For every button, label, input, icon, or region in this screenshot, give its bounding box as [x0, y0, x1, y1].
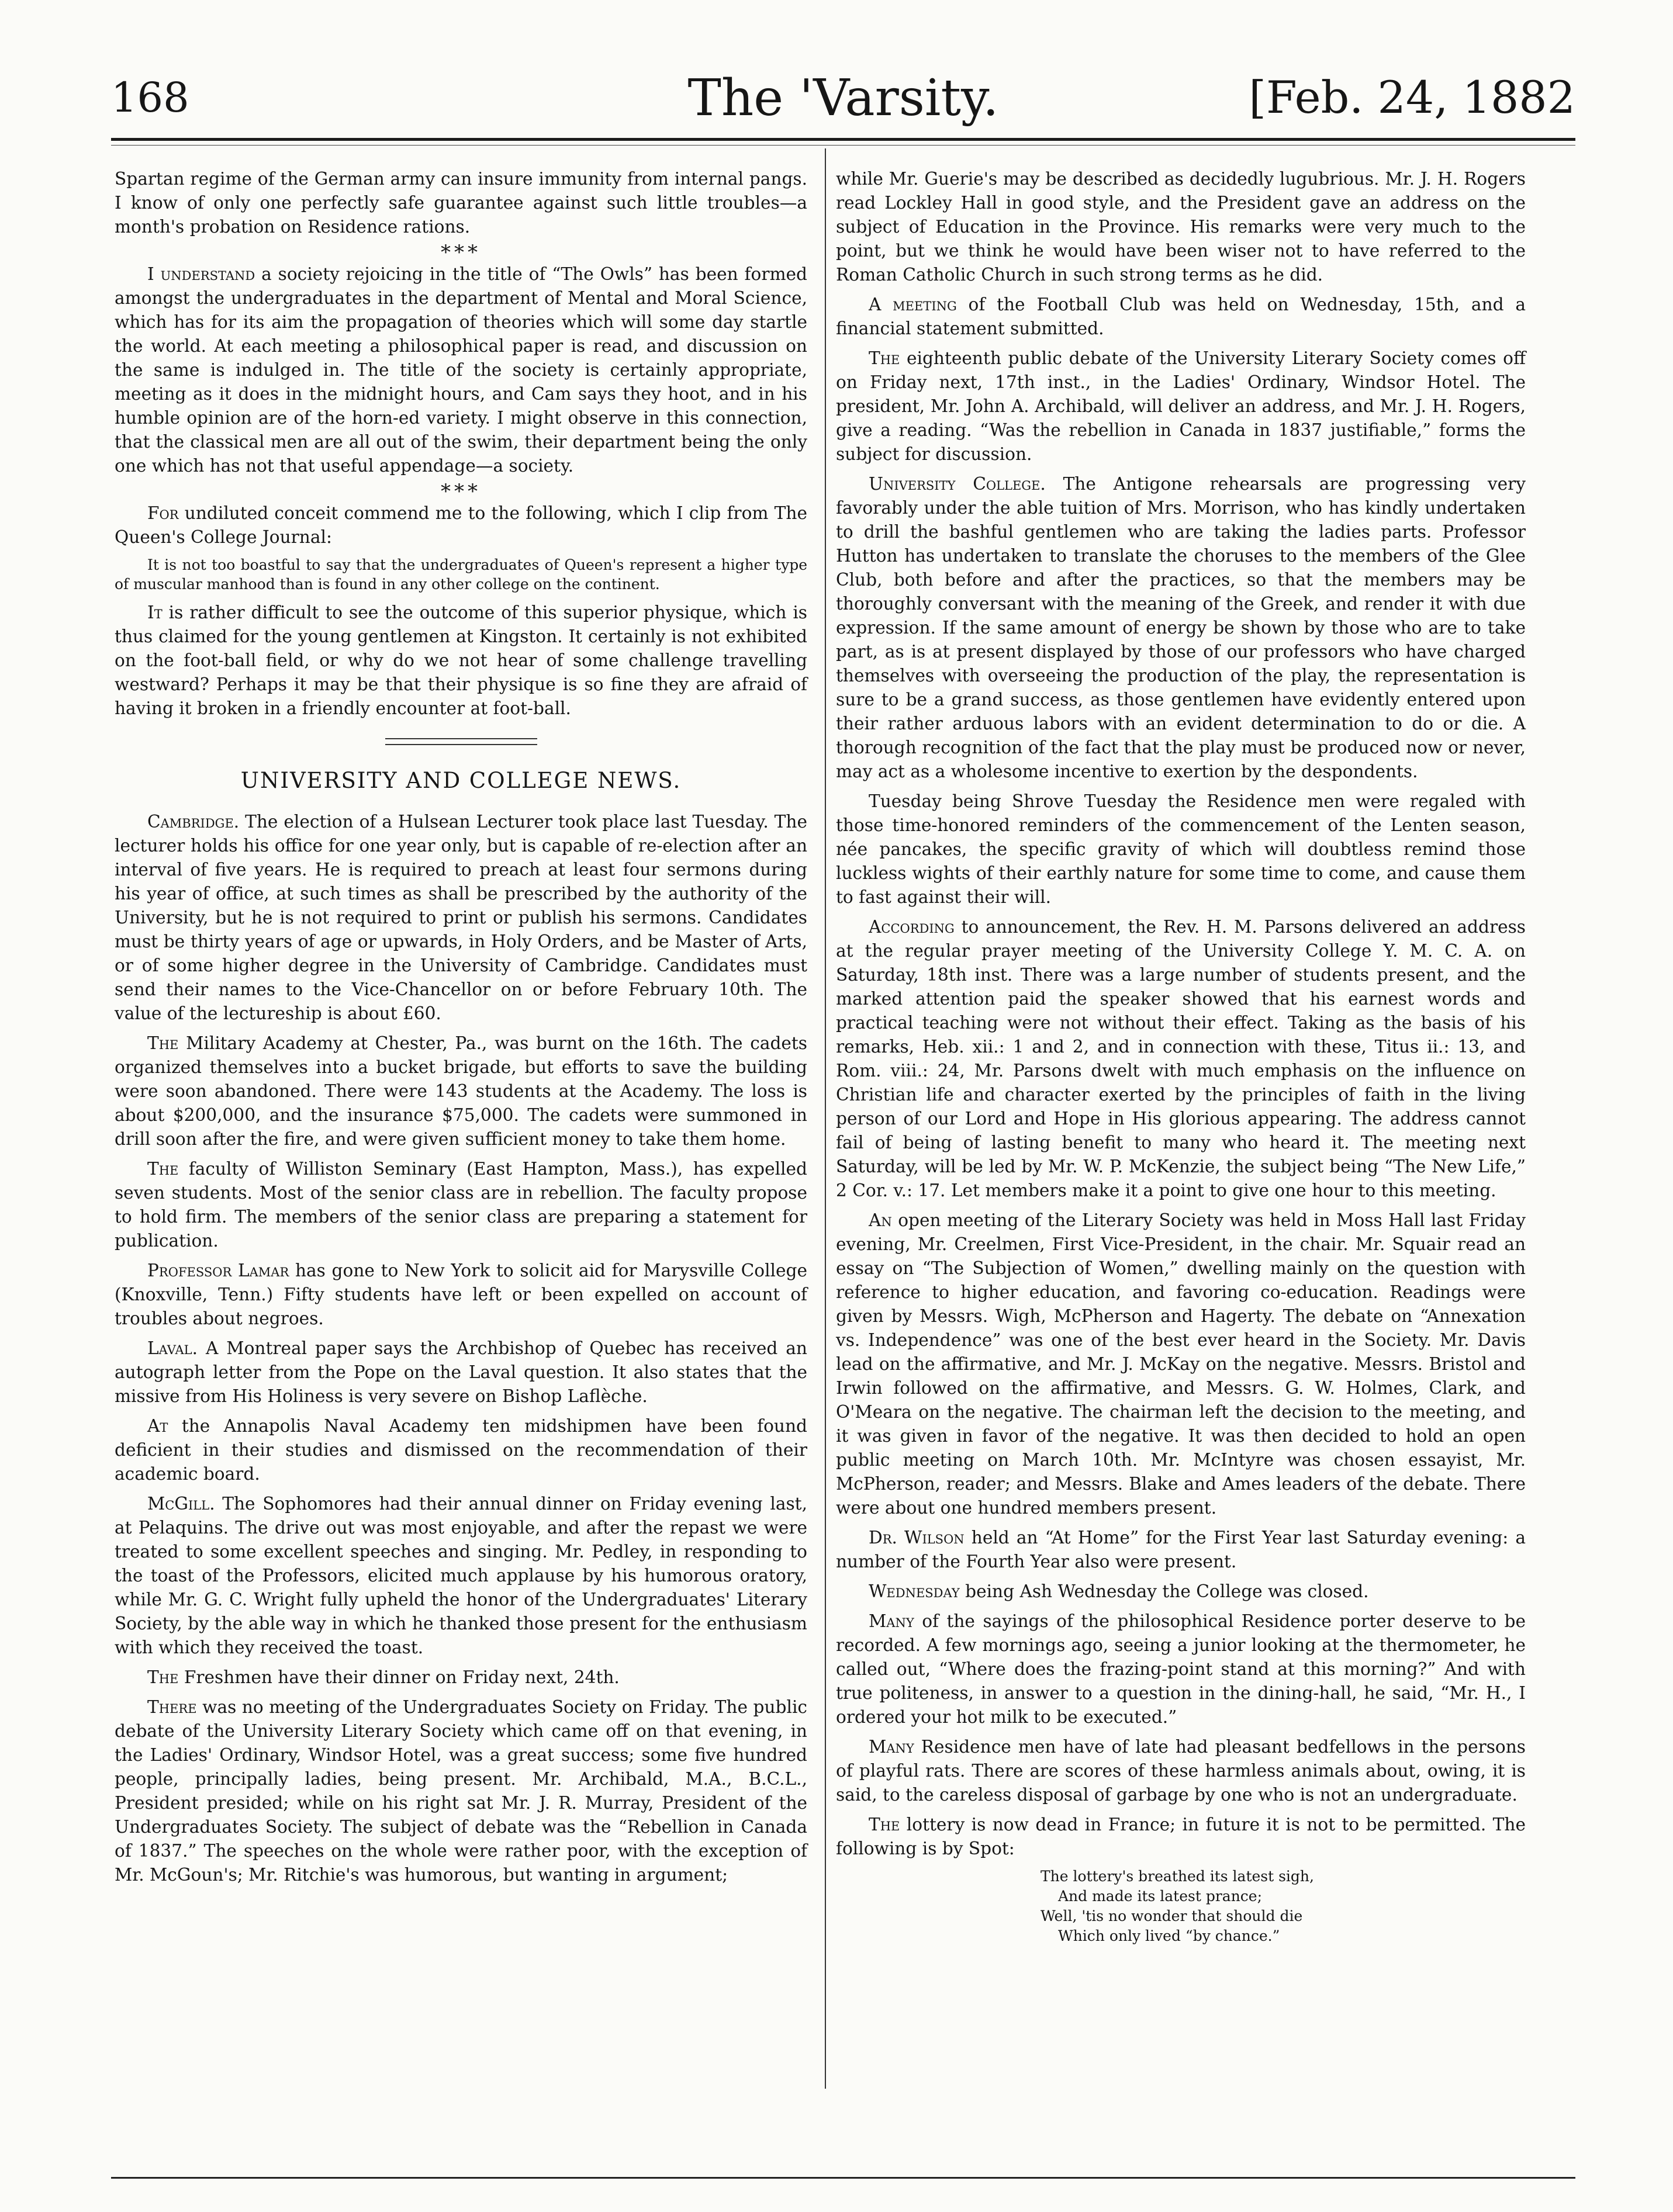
news-item: The eighteenth public debate of the University Literary Society comes off on Friday next, 17th inst., in the Ladies' Ordinary, Windsor Hotel. The president, Mr. John A. Archibald, will deliver an address, and Mr. J. H. Rogers, give a reading. “Was the rebellion in Canada in 1837 justifiable,” forms the subject for discussion.	[836, 348, 1526, 464]
news-item: The lottery is now dead in France; in future it is not to be permitted. The following is by Spot:	[836, 1815, 1526, 1858]
poem-line: Well, 'tis no wonder that should die	[1041, 1908, 1303, 1924]
poem	[836, 1867, 1526, 1946]
paragraph: For undiluted conceit commend me to the following, which I clip from The Queen's College Journal:	[115, 503, 807, 547]
column-divider	[825, 148, 826, 2089]
issue-date: [Feb. 24, 1882	[1249, 71, 1575, 123]
news-item: Wednesday being Ash Wednesday the College was closed.	[869, 1581, 1369, 1601]
news-item: Many Residence men have of late had pleasant bedfellows in the persons of playful rats. There are scores of these harmless animals about, owing, it is said, to the careless disposal of garbage by one who is not an undergraduate.	[836, 1737, 1526, 1805]
news-item: There was no meeting of the Undergraduates Society on Friday. The public debate of the University Literary Society which came off on that evening, in the Ladies' Ordinary, Windsor Hotel, was a great success; some five hundred people, principally ladies, being present. Mr. Archibald, M.A., B.C.L., President presided; while on his right sat Mr. J. R. Murray, President of the Undergraduates Society. The subject of debate was the “Rebellion in Canada of 1837.” The speeches on the whole were rather poor, with the exception of Mr. McGoun's; Mr. Ritchie's was humorous, but wanting in argument;	[115, 1697, 807, 1885]
block-quote: It is not too boastful to say that the undergraduates of Queen's represent a higher type of muscular manhood than is found in any other college on the continent.	[115, 556, 807, 593]
news-item: The Freshmen have their dinner on Friday next, 24th.	[147, 1667, 620, 1687]
news-item: According to announcement, the Rev. H. M. Parsons delivered an address at the regular prayer meeting of the University College Y. M. C. A. on Saturday, 18th inst. There was a large number of students present, and the marked attention paid the speaker showed that his earnest words and practical teaching were not without their effect. Taking as the basis of his remarks, Heb. xii.: 1 and 2, and in connection with these, Titus ii.: 13, and Rom. viii.: 24, Mr. Parsons dwelt with much emphasis on the influence on Christian life and character exerted by the principles of faith in the living person of our Lord and Hope in His glorious appearing. The address cannot fail of being of lasting benefit to many who heard it. The meeting next Saturday, will be led by Mr. W. P. McKenzie, the subject being “The New Life,” 2 Cor. v.: 17. Let members make it a point to give one hour to this meeting.	[836, 917, 1526, 1200]
news-item: Tuesday being Shrove Tuesday the Residence men were regaled with those time-honored reminders of the commencement of the Lenten season, née pancakes, the specific gravity of which will doubtless remind those luckless wights of their earthly nature for some time to come, and cause them to fast against their will.	[836, 791, 1526, 907]
news-item: The faculty of Williston Seminary (East Hampton, Mass.), has expelled seven students. Most of the senior class are in rebellion. The faculty propose to hold firm. The members of the senior class are preparing a statement for publication.	[115, 1159, 807, 1251]
section-heading: UNIVERSITY AND COLLEGE NEWS.	[240, 768, 682, 793]
news-item: At the Annapolis Naval Academy ten midshipmen have been found deficient in their studies and dismissed on the recommendation of their academic board.	[115, 1416, 807, 1484]
page-header	[111, 69, 1575, 139]
footer-rule	[111, 2177, 1575, 2179]
asterism: ***	[441, 480, 481, 503]
news-item: An open meeting of the Literary Society was held in Moss Hall last Friday evening, Mr. Creelmen, First Vice-President, in the chair. Mr. Squair read an essay on “The Subjection of Women,” dwelling mainly on the question with reference to higher education, and favoring co-education. Readings were given by Messrs. Wigh, McPherson and Hagerty. The debate on “Annexation vs. Independence” was one of the best ever heard in the Society. Mr. Davis lead on the affirmative, and Mr. J. McKay on the negative. Messrs. Bristol and Irwin followed on the affirmative, and Messrs. G. W. Holmes, Clark, and O'Meara on the negative. The chairman left the decision to the meeting, and it was given in favor of the negative. It was then decided to hold an open public meeting on March 10th. Mr. McIntyre was chosen essayist, Mr. McPherson, reader; and Messrs. Blake and Ames leaders of the debate. There were about one hundred members present.	[836, 1210, 1526, 1518]
asterism: ***	[441, 241, 481, 264]
right-column	[836, 167, 1526, 1946]
news-item: Cambridge. The election of a Hulsean Lecturer took place last Tuesday. The lecturer holds his office for one year only, but is capable of re-election after an interval of five years. He is required to preach at least four sermons during his year of office, at such times as shall be prescribed by the authority of the University, but he is not required to print or publish his sermons. Candidates must be thirty years of age or upwards, in Holy Orders, and be Master of Arts, or of some higher degree in the University of Cambridge. Candidates must send their names to the Vice-Chancellor on or before February 10th. The value of the lectureship is about £60.	[115, 812, 807, 1023]
news-item: McGill. The Sophomores had their annual dinner on Friday evening last, at Pelaquins. The drive out was most enjoyable, and after the repast we were treated to some excellent speeches and singing. Mr. Pedley, in responding to the toast of the Professors, elicited much applause by his humorous oratory, while Mr. G. C. Wright fully upheld the honor of the Undergraduates' Literary Society, by the able way in which he thanked those present for the enthusiasm with which they received the toast.	[115, 1494, 807, 1657]
left-column	[115, 167, 807, 1893]
paragraph: It is rather difficult to see the outcome of this superior physique, which is thus claimed for the young gentlemen at Kingston. It certainly is not exhibited on the foot-ball field, or why do we not hear of some challenge travelling westward? Perhaps it may be that their physique is so fine they are afraid of having it broken in a friendly encounter at foot-ball.	[115, 603, 807, 718]
header-rule-thin	[111, 145, 1575, 146]
news-item: University College. The Antigone rehearsals are progressing very favorably under the able tuition of Mrs. Morrison, who has kindly undertaken to drill the bashful gentlemen who are taking the ladies parts. Professor Hutton has undertaken to translate the choruses to the members of the Glee Club, both before and after the practices, so that the members may be thoroughly conversant with the meaning of the Greek, and render it with due expression. If the same amount of energy be shown by those who are to take part, as is at present displayed by those of our professors who have charged themselves with overseeing the production of the play, the representation is sure to be a grand success, as those gentlemen have evidently entered upon their rather arduous labors with an evident determination to do or die. A thorough recognition of the fact that the play must be produced now or never, may act as a wholesome incentive to exertion by the despondents.	[836, 474, 1526, 781]
paragraph: I understand a society rejoicing in the title of “The Owls” has been formed amongst the undergraduates in the department of Mental and Moral Science, which has for its aim the propagation of theories which will some day startle the world. At each meeting a philosophical paper is read, and discussion on the same is indulged in. The title of the society is certainly appropriate, meeting as it does in the midnight hours, and Cam says they hoot, and in his humble opinion are of the horn-ed variety. I might observe in this connection, that the classical men are all out of the swim, their department being the only one which has not that useful appendage—a society.	[115, 264, 807, 476]
section-rule	[385, 744, 537, 745]
paragraph: Spartan regime of the German army can insure immunity from internal pangs. I know of only one perfectly safe guarantee against such little troubles—a month's probation on Residence rations.	[115, 169, 807, 237]
page-number: 168	[111, 74, 189, 122]
section-rule	[385, 738, 537, 739]
news-item: Professor Lamar has gone to New York to solicit aid for Marysville College (Knoxville, Tenn.) Fifty students have left or been expelled on account of troubles about negroes.	[115, 1261, 807, 1328]
poem-line: Which only lived “by chance.”	[1058, 1927, 1280, 1944]
news-item: Dr. Wilson held an “At Home” for the First Year last Saturday evening: a number of the Fourth Year also were present.	[836, 1528, 1526, 1571]
news-item: The Military Academy at Chester, Pa., was burnt on the 16th. The cadets organized themselves into a bucket brigade, but efforts to save the building were soon abandoned. There were 143 students at the Academy. The loss is about $200,000, and the insurance $75,000. The cadets were summoned in drill soon after the fire, and were given sufficient money to take them home.	[115, 1033, 807, 1149]
news-item: Laval. A Montreal paper says the Archbishop of Quebec has received an autograph letter from the Pope on the Laval question. It also states that the missive from His Holiness is very severe on Bishop Laflèche.	[115, 1338, 807, 1406]
poem-line: And made its latest prance;	[1058, 1888, 1263, 1905]
news-item: A meeting of the Football Club was held on Wednesday, 15th, and a financial statement submitted.	[836, 295, 1526, 338]
poem-line: The lottery's breathed its latest sigh,	[1041, 1868, 1314, 1885]
paragraph: while Mr. Guerie's may be described as decidedly lugubrious. Mr. J. H. Rogers read Lockley Hall in good style, and the President gave an address on the subject of Education in the Province. His remarks were very much to the point, but we think he would have been wiser not to have referred to the Roman Catholic Church in such strong terms as he did.	[836, 169, 1526, 285]
header-rule	[111, 138, 1575, 141]
news-item: Many of the sayings of the philosophical Residence porter deserve to be recorded. A few mornings ago, seeing a junior looking at the thermometer, he called out, “Where does the frazing-point stand at this morning?” And with true politeness, in answer to a question in the dining-hall, he said, “Mr. H., I ordered your hot milk to be executed.”	[836, 1611, 1526, 1727]
masthead-title: The 'Varsity.	[687, 69, 999, 127]
